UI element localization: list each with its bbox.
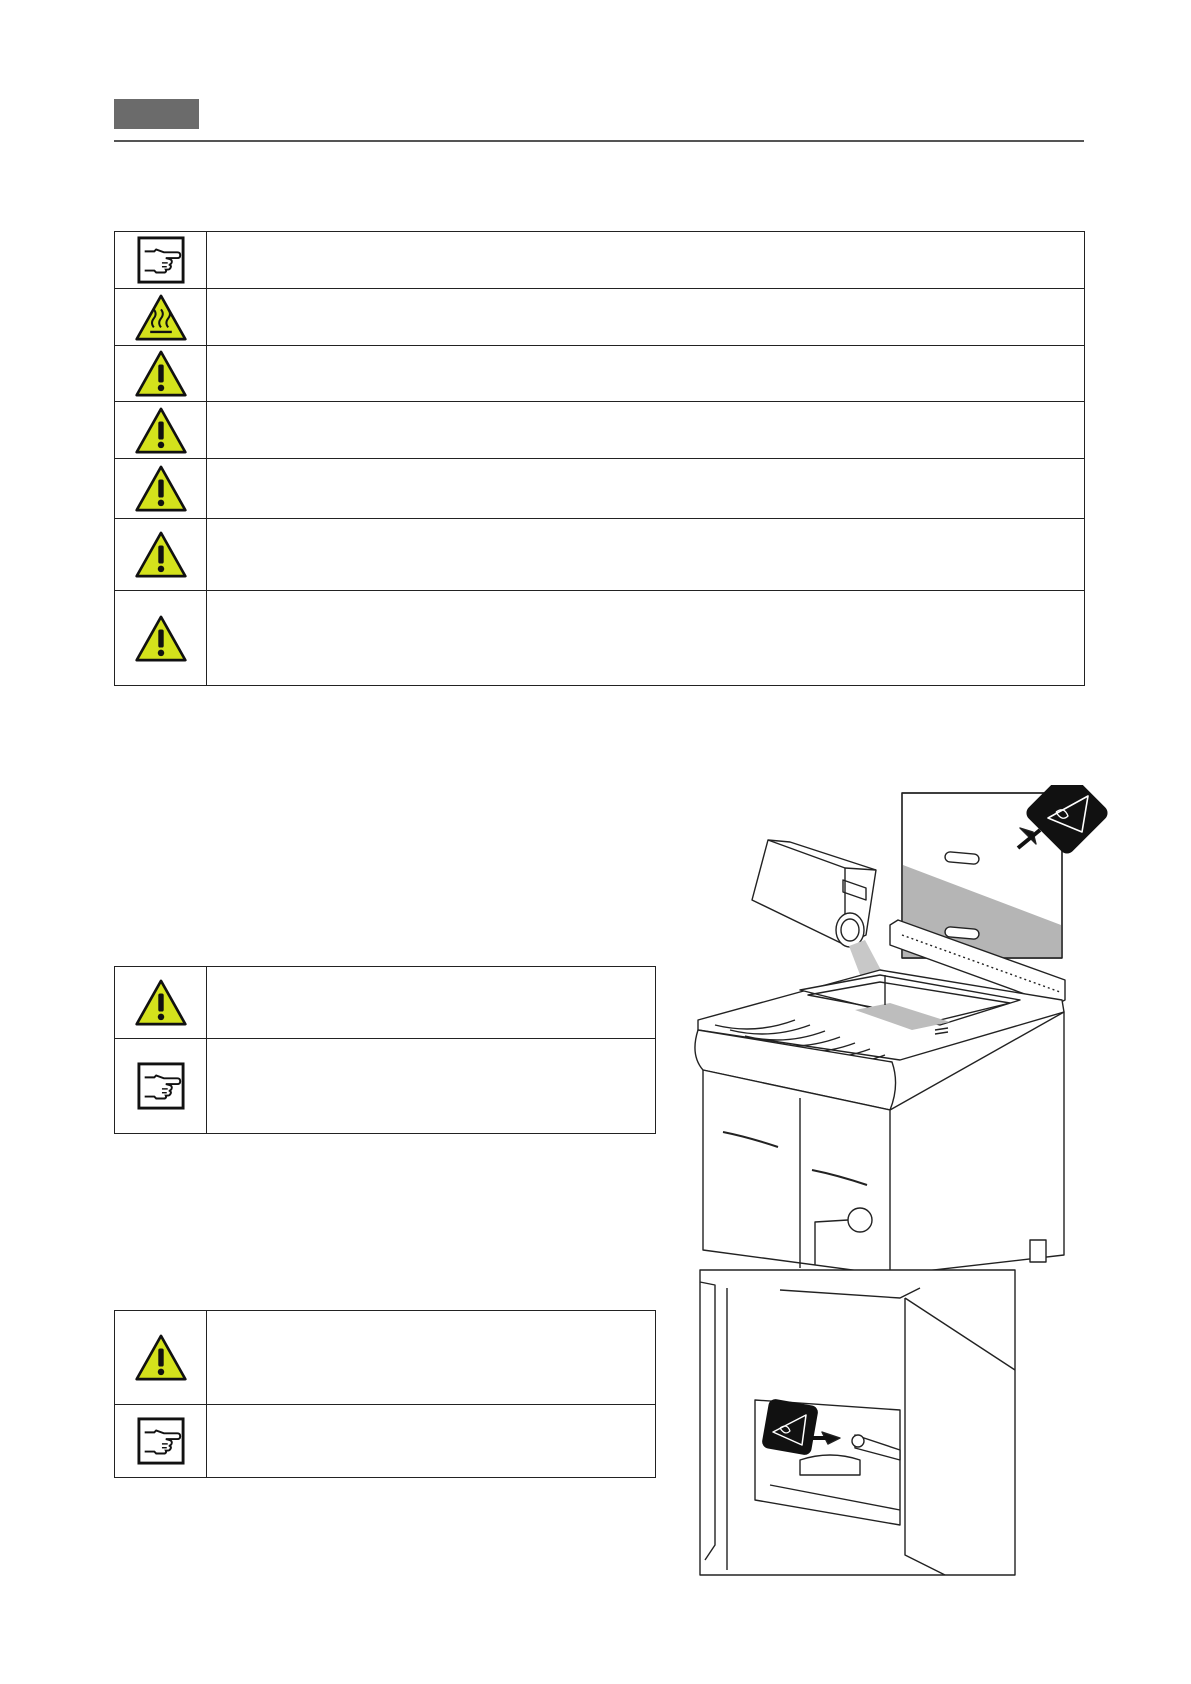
notice-icon-cell — [115, 1311, 207, 1404]
notice-icon-cell — [115, 232, 207, 288]
notice-icon-cell — [115, 346, 207, 401]
warning-exclamation-icon — [134, 530, 188, 579]
notice-row — [115, 1311, 655, 1405]
notice-row — [115, 967, 655, 1039]
notice-row — [115, 591, 1084, 685]
eye-view-icon — [761, 1398, 819, 1456]
pointing-hand-icon — [137, 1417, 185, 1465]
notice-row — [115, 519, 1084, 591]
notice-text — [207, 402, 1084, 458]
warning-exclamation-icon — [134, 978, 188, 1027]
pointing-hand-icon — [137, 1062, 185, 1110]
fryer-unit — [695, 920, 1065, 1275]
notice-text — [207, 967, 655, 1038]
notice-text — [207, 232, 1084, 288]
notice-row — [115, 232, 1084, 289]
header-divider — [114, 140, 1084, 142]
notice-icon-cell — [115, 289, 207, 345]
hot-surface-warning-icon — [134, 293, 188, 342]
filling-notice-table — [114, 966, 656, 1134]
notice-row — [115, 1039, 655, 1133]
warning-exclamation-icon — [134, 1333, 188, 1382]
notice-text — [207, 289, 1084, 345]
notice-text — [207, 459, 1084, 518]
warning-exclamation-icon — [134, 464, 188, 513]
notice-row — [115, 289, 1084, 346]
notice-icon-cell — [115, 591, 207, 685]
notice-text — [207, 346, 1084, 401]
fryer-illustration — [690, 785, 1120, 1580]
warning-exclamation-icon — [134, 406, 188, 455]
notice-icon-cell — [115, 967, 207, 1038]
section-header-tab — [114, 99, 199, 129]
notice-icon-cell — [115, 1405, 207, 1477]
drain-valve-detail-inset — [700, 1270, 1015, 1575]
notice-text — [207, 591, 1084, 685]
notice-row — [115, 1405, 655, 1477]
notice-icon-cell — [115, 402, 207, 458]
notice-text — [207, 1311, 655, 1404]
warning-exclamation-icon — [134, 349, 188, 398]
drain-notice-table — [114, 1310, 656, 1478]
pointing-hand-icon — [137, 236, 185, 284]
safety-notice-table — [114, 231, 1085, 686]
notice-icon-cell — [115, 459, 207, 518]
notice-icon-cell — [115, 1039, 207, 1133]
notice-row — [115, 402, 1084, 459]
notice-icon-cell — [115, 519, 207, 590]
notice-text — [207, 519, 1084, 590]
notice-row — [115, 459, 1084, 519]
notice-text — [207, 1039, 655, 1133]
warning-exclamation-icon — [134, 614, 188, 663]
notice-row — [115, 346, 1084, 402]
notice-text — [207, 1405, 655, 1477]
